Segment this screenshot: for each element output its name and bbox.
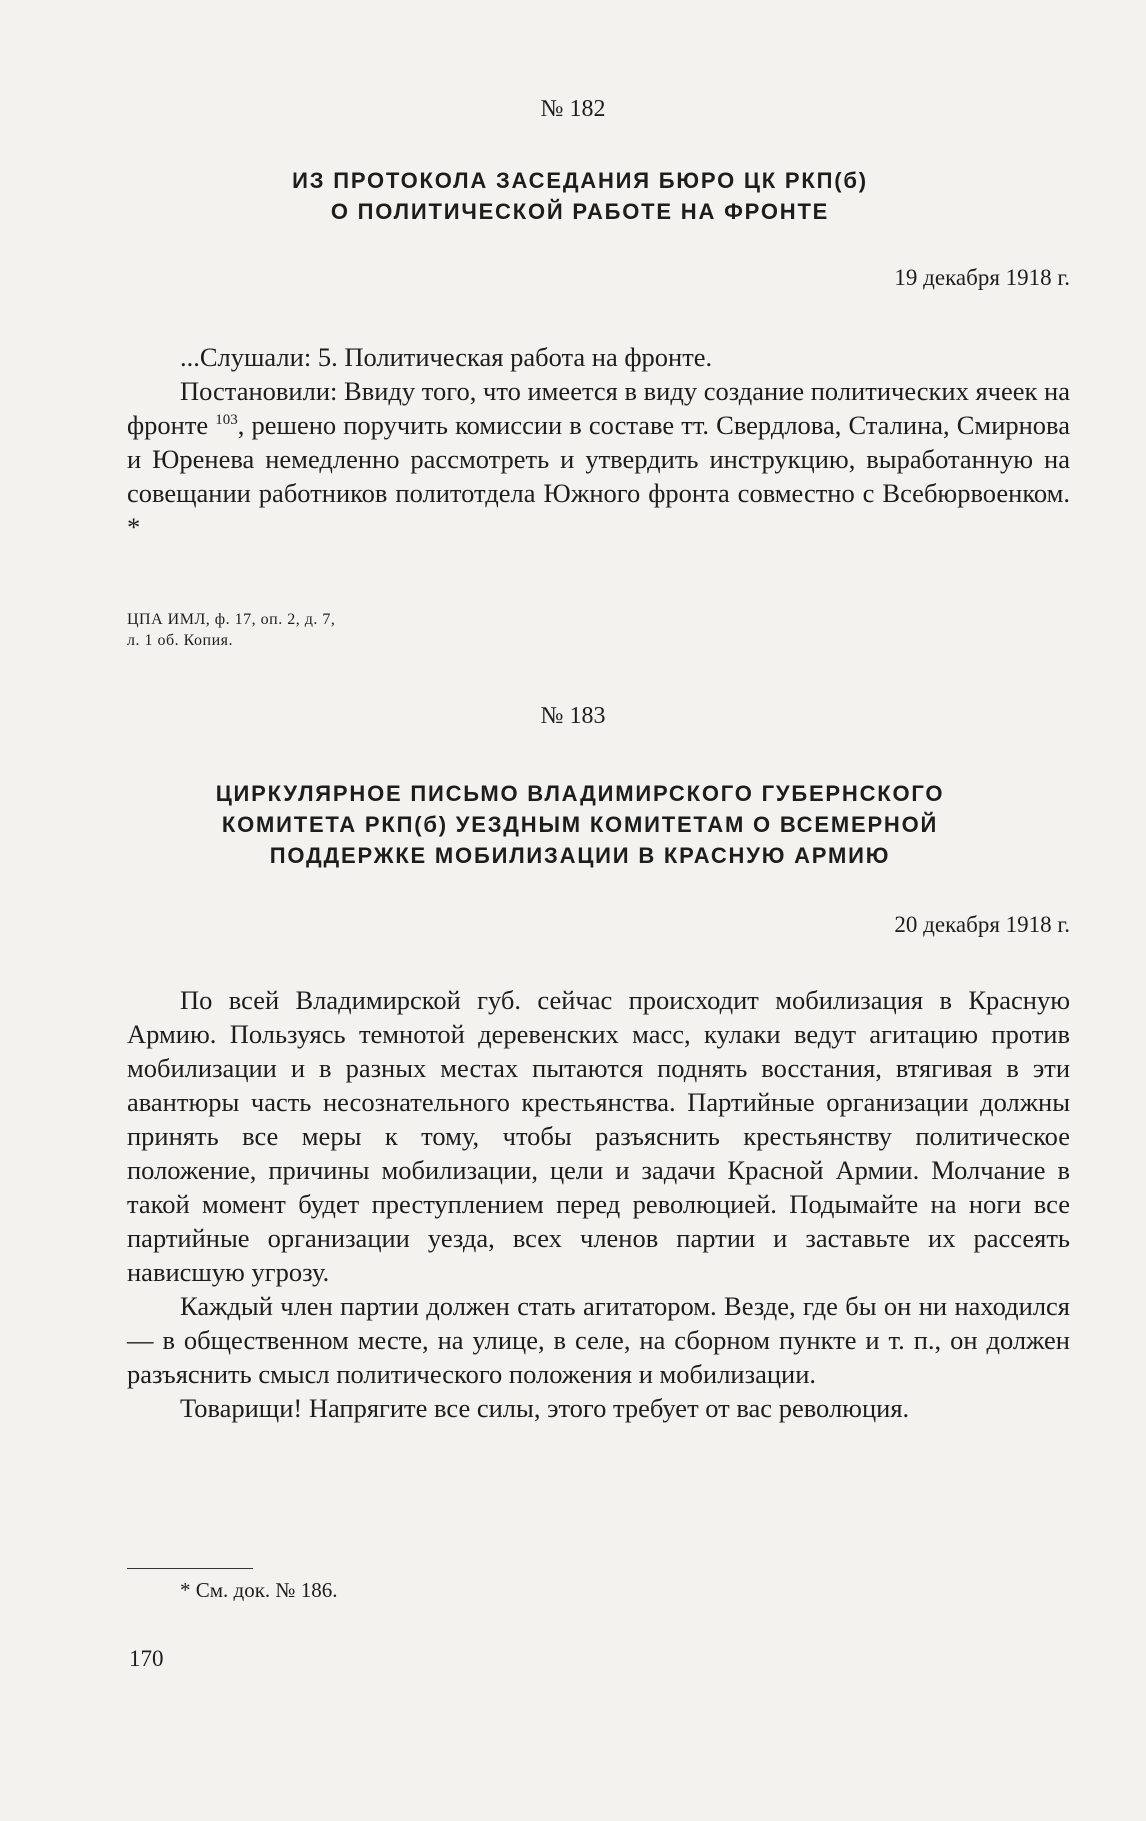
paragraph <box>127 374 1070 544</box>
archive-source <box>127 609 547 651</box>
source-line: л. 1 об. Копия. <box>127 632 233 649</box>
document-date-182: 19 декабря 1918 г. <box>894 265 1070 290</box>
paragraph: Каждый член партии должен стать агитатором. Везде, где бы он ни находился — в общественном месте, на улице, в селе, на сборном пункте и т. п., он должен разъяснить смысл политического положения и мобилизации. <box>127 1291 1070 1389</box>
footnote-divider <box>127 1568 253 1569</box>
page-number: 170 <box>129 1646 164 1671</box>
document-heading-182 <box>140 165 1020 227</box>
note-reference: 103 <box>215 412 238 429</box>
document-body-182 <box>127 340 1070 544</box>
paragraph: По всей Владимирской губ. сейчас происходит мобилизация в Красную Армию. Пользуясь темнотой деревенских масс, кулаки ведут агитацию против мобилизации и в разных местах пытаются поднять восстания, втягивая в эти авантюры часть несознательного крестьянства. Партийные организации должны принять все меры к тому, чтобы разъяснить крестьянству политическое положение, причины мобилизации, цели и задачи Красной Армии. Молчание в такой момент будет преступлением перед революцией. Подымайте на ноги все партийные организации уезда, всех членов партии и заставьте их рассеять нависшую угрозу. <box>127 985 1070 1287</box>
source-line: ЦПА ИМЛ, ф. 17, оп. 2, д. 7, <box>127 611 336 628</box>
footnote: * См. док. № 186. <box>180 1578 338 1602</box>
document-number-183: № 183 <box>540 703 606 729</box>
document-body-183 <box>127 983 1070 1425</box>
heading-line: КОМИТЕТА РКП(б) УЕЗДНЫМ КОМИТЕТАМ О ВСЕМЕРНОЙ <box>221 812 939 837</box>
document-number-182: № 182 <box>540 96 606 122</box>
paragraph-text: Постановили: Ввиду того, что имеется в виду создание политических ячеек на фронте <box>127 376 1070 440</box>
document-date-183: 20 декабря 1918 г. <box>894 912 1070 937</box>
heading-line: ЦИРКУЛЯРНОЕ ПИСЬМО ВЛАДИМИРСКОГО ГУБЕРНСКОГО <box>215 781 945 806</box>
heading-line: ИЗ ПРОТОКОЛА ЗАСЕДАНИЯ БЮРО ЦК РКП(б) <box>292 168 868 193</box>
heading-line: ПОДДЕРЖКЕ МОБИЛИЗАЦИИ В КРАСНУЮ АРМИЮ <box>269 843 891 868</box>
paragraph: ...Слушали: 5. Политическая работа на фронте. <box>180 342 713 372</box>
paragraph: Товарищи! Напрягите все силы, этого требует от вас революция. <box>180 1393 910 1423</box>
document-heading-183 <box>140 778 1020 871</box>
paragraph-text: , решено поручить комиссии в составе тт. Свердлова, Сталина, Смирнова и Юренева немедленно рассмотреть и утвердить инструкцию, выработанную на совещании работников политотдела Южного фронта совместно с Всебюрвоенком. * <box>127 410 1070 542</box>
heading-line: О ПОЛИТИЧЕСКОЙ РАБОТЕ НА ФРОНТЕ <box>330 199 830 224</box>
